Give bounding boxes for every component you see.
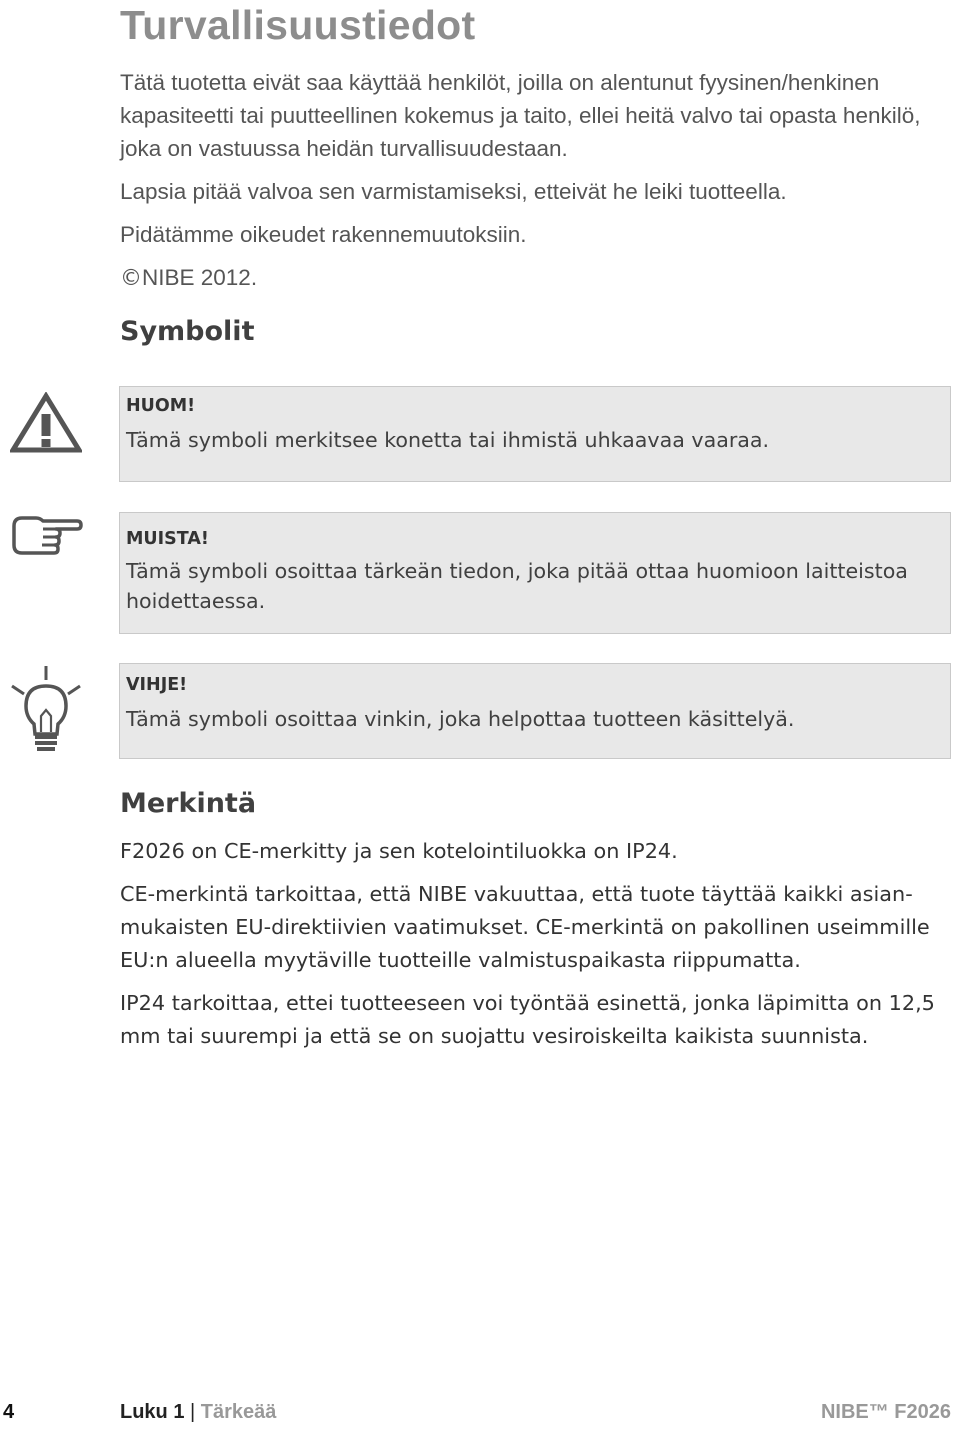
merkinta-paragraph-2: CE-merkintä tarkoittaa, että NIBE vakuuttaa, että tuote täyttää kaikki asian- mukaisten EU-direktiivien vaatimukset. CE-merkintä on pakollinen useimmille EU:n alueella myytäville tuotteille valmistuspaikasta riippumatta.	[120, 882, 930, 972]
pointing-hand-icon	[10, 512, 84, 556]
merkinta-section	[120, 835, 952, 1063]
chapter-title: Tärkeää	[200, 1401, 277, 1423]
page-title: Turvallisuustiedot	[120, 2, 476, 48]
notice-text-muista: Tämä symboli osoittaa tärkeän tiedon, joka pitää ottaa huomioon laitteistoa hoidettaessa.	[126, 559, 908, 613]
merkinta-paragraph-3: IP24 tarkoittaa, ettei tuotteeseen voi työntää esinettä, jonka läpimitta on 12,5 mm tai suurempi ja että se on suojattu vesiroiskeilta kaikista suunnista.	[120, 991, 935, 1048]
page-number: 4	[3, 1401, 15, 1423]
notice-text-huom: Tämä symboli merkitsee konetta tai ihmistä uhkaavaa vaaraa.	[126, 428, 770, 452]
warning-triangle-icon	[10, 392, 82, 454]
notice-label-huom: HUOM!	[126, 396, 196, 416]
notice-label-vihje: VIHJE!	[126, 675, 188, 695]
notice-box-muista	[119, 512, 951, 634]
brand-label: NIBE™ F2026	[820, 1401, 951, 1423]
intro-paragraph-2: Lapsia pitää valvoa sen varmistamiseksi, etteivät he leiki tuotteella.	[120, 179, 787, 204]
copyright-text: NIBE 2012.	[142, 265, 258, 290]
copyright-line	[120, 261, 940, 295]
chapter-separator: |	[190, 1401, 196, 1423]
copyright-symbol: ©	[120, 266, 142, 291]
intro-paragraph-3: Pidätämme oikeudet rakennemuutoksiin.	[120, 222, 527, 247]
symbols-heading: Symbolit	[120, 316, 255, 347]
intro-paragraph-1: Tätä tuotetta eivät saa käyttää henkilöt, joilla on alentunut fyysinen/henkinen kapasiteetti tai puutteellinen kokemus ja taito, ellei heitä valvo tai opasta henkilö, joka on vastuussa heidän turvallisuudestaan.	[120, 70, 921, 161]
notice-box-huom	[119, 386, 951, 482]
notice-box-vihje	[119, 663, 951, 759]
chapter-number: Luku 1	[120, 1401, 185, 1423]
merkinta-heading: Merkintä	[120, 788, 257, 819]
intro-section	[120, 66, 940, 295]
notice-label-muista: MUISTA!	[126, 529, 209, 549]
page-footer	[0, 1397, 960, 1429]
chapter-label	[120, 1401, 276, 1424]
light-bulb-icon	[8, 664, 84, 756]
notice-text-vihje: Tämä symboli osoittaa vinkin, joka helpottaa tuotteen käsittelyä.	[126, 707, 795, 731]
merkinta-paragraph-1: F2026 on CE-merkitty ja sen kotelointiluokka on IP24.	[120, 839, 678, 863]
